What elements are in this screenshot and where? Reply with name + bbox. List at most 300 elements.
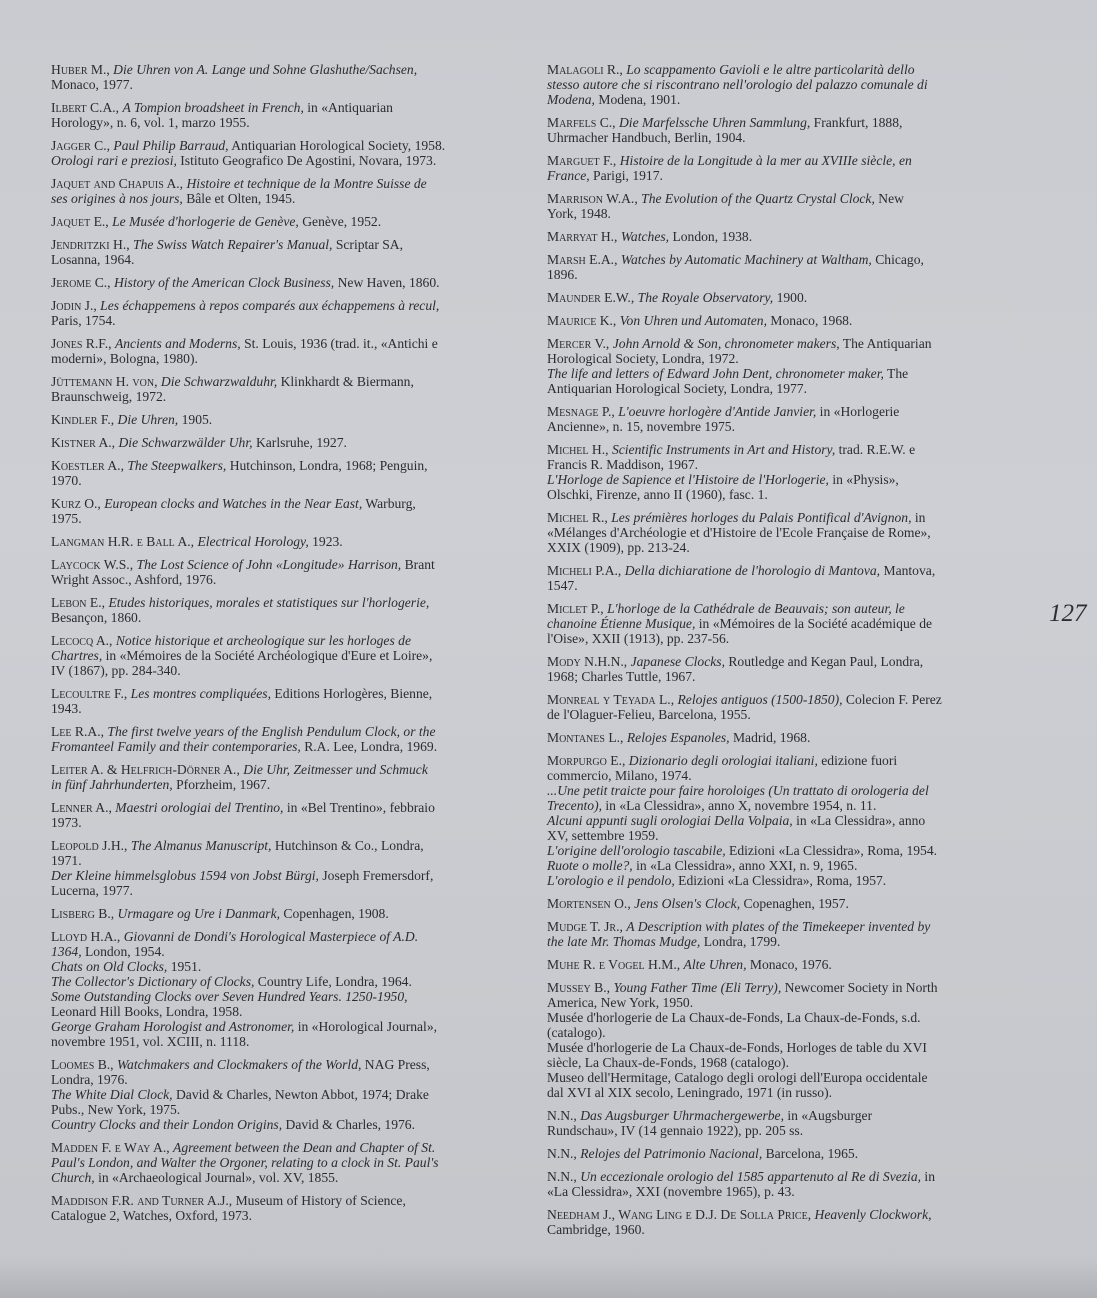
author-name: Needham J., Wang Ling e D.J. De Solla Price, bbox=[547, 1207, 815, 1222]
work-title: L'horloge de la Cathédrale de Beauvais; son auteur, le bbox=[607, 601, 905, 616]
entry-line bbox=[51, 838, 511, 853]
work-title: The life and letters of Edward John Dent, chronometer maker, bbox=[547, 366, 884, 381]
citation-text: Modena, 1901. bbox=[594, 92, 681, 107]
citation-text: 1923. bbox=[308, 534, 343, 549]
work-title: ses origines à nos jours, bbox=[51, 191, 183, 206]
citation-text: NAG Press, bbox=[361, 1057, 430, 1072]
work-title: Young Father Time (Eli Terry), bbox=[613, 980, 782, 995]
scan-shadow bbox=[0, 1258, 1097, 1298]
citation-text: Istituto Geografico De Agostini, Novara, 1973. bbox=[176, 153, 437, 168]
entry-line bbox=[51, 1102, 511, 1117]
work-title: Ruote o molle?, bbox=[547, 858, 633, 873]
bibliography-entry bbox=[547, 601, 1009, 646]
entry-line bbox=[51, 115, 511, 130]
citation-text: in «Archaeological Journal», vol. XV, 1855. bbox=[94, 1170, 339, 1185]
bibliography-entry bbox=[51, 138, 511, 168]
work-title: Histoire de la Longitude à la mer au XVIIIe siècle, en bbox=[619, 153, 912, 168]
work-title: Lo scappamento Gavioli e le altre particolarità dello bbox=[626, 62, 915, 77]
entry-line bbox=[51, 214, 511, 229]
citation-text: Bâle et Olten, 1945. bbox=[182, 191, 296, 206]
citation-text: in «Physis», bbox=[828, 472, 899, 487]
citation-text: David & Charles, 1976. bbox=[282, 1117, 416, 1132]
bibliography-entry bbox=[547, 290, 1009, 305]
citation-text: David & Charles, Newton Abbot, 1974; Drake bbox=[172, 1087, 429, 1102]
citation-text: Monaco, 1977. bbox=[51, 77, 133, 92]
work-title: Relojes antiguos (1500-1850), bbox=[677, 692, 843, 707]
work-title: L'origine dell'orologio tascabile, bbox=[547, 843, 726, 858]
work-title: Paul's London, and Walter the Orgoner, relating to a clock in St. Paul's bbox=[51, 1155, 439, 1170]
work-title: Die Schwarzwälder Uhr, bbox=[118, 435, 253, 450]
work-title: Les montres compliquées, bbox=[130, 686, 271, 701]
bibliography-entry bbox=[51, 496, 511, 526]
citation-text: 1973. bbox=[51, 815, 82, 830]
citation-text: Klinkhardt & Biermann, bbox=[277, 374, 414, 389]
work-title: The Evolution of the Quartz Crystal Clock, bbox=[641, 191, 875, 206]
work-title: European clocks and Watches in the Near East, bbox=[104, 496, 363, 511]
citation-text: Lucerna, 1977. bbox=[51, 883, 133, 898]
author-name: Maddison F.R. and Turner A.J., bbox=[51, 1193, 236, 1208]
work-title: Country Clocks and their London Origins, bbox=[51, 1117, 283, 1132]
work-title: Watchmakers and Clockmakers of the World, bbox=[116, 1057, 362, 1072]
author-name: Malagoli R., bbox=[547, 62, 627, 77]
entry-line bbox=[51, 534, 511, 549]
bibliography-entry bbox=[547, 115, 1009, 145]
citation-text: Monaco, 1968. bbox=[767, 313, 853, 328]
entry-line bbox=[547, 442, 1009, 457]
citation-text: Losanna, 1964. bbox=[51, 252, 135, 267]
entry-line bbox=[51, 435, 511, 450]
entry-line bbox=[547, 1085, 1009, 1100]
citation-text: Scriptar SA, bbox=[332, 237, 404, 252]
entry-line bbox=[51, 496, 511, 511]
entry-line bbox=[547, 631, 1009, 646]
work-title: The Collector's Dictionary of Clocks, bbox=[51, 974, 255, 989]
author-name: Lenner A., bbox=[51, 800, 116, 815]
citation-text: Horological Society, Londra, 1972. bbox=[547, 351, 739, 366]
citation-text: novembre 1951, vol. XCIII, n. 1118. bbox=[51, 1034, 250, 1049]
author-name: Montanes L., bbox=[547, 730, 627, 745]
entry-line bbox=[547, 896, 1009, 911]
bibliography-entry bbox=[51, 838, 511, 898]
citation-text: Antiquarian Horological Society, 1958. bbox=[228, 138, 446, 153]
citation-text: London, 1938. bbox=[669, 229, 753, 244]
citation-text: in «La Clessidra», anno X, novembre 1954, n. 11. bbox=[602, 798, 877, 813]
work-title: Notice historique et archeologique sur les horloges de bbox=[115, 633, 411, 648]
bibliography-entry bbox=[51, 1057, 511, 1132]
work-title: Le Musée d'horlogerie de Genève, bbox=[112, 214, 299, 229]
citation-text: commercio, Milano, 1974. bbox=[547, 768, 692, 783]
bibliography-entry bbox=[547, 1146, 1009, 1161]
entry-line bbox=[51, 191, 511, 206]
work-title: Agreement between the Dean and Chapter of St. bbox=[173, 1140, 436, 1155]
citation-text: Edizioni «La Clessidra», Roma, 1957. bbox=[674, 873, 887, 888]
citation-text: Musée d'horlogerie de La Chaux-de-Fonds, Horloges de table du XVI bbox=[547, 1040, 927, 1055]
author-name: Marrison W.A., bbox=[547, 191, 642, 206]
citation-text: Braunschweig, 1972. bbox=[51, 389, 167, 404]
entry-line bbox=[51, 1019, 511, 1034]
citation-text: 1943. bbox=[51, 701, 82, 716]
entry-line bbox=[547, 730, 1009, 745]
citation-text: Newcomer Society in North bbox=[781, 980, 938, 995]
bibliography-entry bbox=[547, 654, 1009, 684]
work-title: Scientific Instruments in Art and History, bbox=[611, 442, 836, 457]
author-name: Mussey B., bbox=[547, 980, 614, 995]
work-title: Electrical Horology, bbox=[197, 534, 309, 549]
citation-text: Londra, 1976. bbox=[51, 1072, 128, 1087]
author-name: Langman H.R. e Ball A., bbox=[51, 534, 198, 549]
work-title: The Steepwalkers, bbox=[127, 458, 227, 473]
work-title: L'Horloge de Sapience et l'Histoire de l'Horlogerie, bbox=[547, 472, 829, 487]
citation-text: Horology», n. 6, vol. 1, marzo 1955. bbox=[51, 115, 250, 130]
work-title: Die Uhren, bbox=[117, 412, 179, 427]
entry-line bbox=[547, 206, 1009, 221]
author-name: Muhe R. e Vogel H.M., bbox=[547, 957, 684, 972]
work-title: A Tompion broadsheet in French, bbox=[122, 100, 304, 115]
bibliography-entry bbox=[547, 896, 1009, 911]
author-name: Marryat H., bbox=[547, 229, 621, 244]
entry-line bbox=[547, 1207, 1009, 1222]
entry-line bbox=[51, 77, 511, 92]
bibliography-entry bbox=[547, 1207, 1009, 1237]
citation-text: Copenhagen, 1908. bbox=[280, 906, 389, 921]
entry-line bbox=[51, 1140, 511, 1155]
entry-line bbox=[51, 1155, 511, 1170]
entry-line bbox=[547, 1146, 1009, 1161]
author-name: Kurz O., bbox=[51, 496, 105, 511]
work-title: Un eccezionale orologio del 1585 appartenuto al Re di Svezia, bbox=[580, 1169, 922, 1184]
entry-line bbox=[51, 648, 511, 663]
citation-text: Colecion F. Perez bbox=[842, 692, 942, 707]
entry-line bbox=[547, 692, 1009, 707]
work-title: Paul Philip Barraud, bbox=[113, 138, 229, 153]
work-title: Jens Olsen's Clock, bbox=[634, 896, 741, 911]
work-title: Giovanni de Dondi's Horological Masterpiece of A.D. bbox=[123, 929, 419, 944]
entry-line bbox=[51, 883, 511, 898]
citation-text: 1896. bbox=[547, 267, 578, 282]
work-title: Die Uhren von A. Lange und Sohne Glashuthe/Sachsen, bbox=[113, 62, 418, 77]
author-name: Marsh E.A., bbox=[547, 252, 621, 267]
bibliography-entry bbox=[51, 458, 511, 488]
citation-text: Country Life, Londra, 1964. bbox=[254, 974, 412, 989]
bibliography-entry bbox=[51, 176, 511, 206]
page-number: 127 bbox=[1049, 600, 1087, 627]
bibliography-entry bbox=[51, 62, 511, 92]
work-title: The Swiss Watch Repairer's Manual, bbox=[133, 237, 333, 252]
work-title: Relojes del Patrimonio Nacional, bbox=[580, 1146, 763, 1161]
work-title: L'oeuvre horlogère d'Antide Janvier, bbox=[618, 404, 817, 419]
work-title: George Graham Horologist and Astronomer, bbox=[51, 1019, 295, 1034]
entry-line bbox=[547, 336, 1009, 351]
entry-line bbox=[547, 62, 1009, 77]
work-title: John Arnold & Son, chronometer makers, bbox=[612, 336, 840, 351]
entry-line bbox=[547, 1055, 1009, 1070]
entry-line bbox=[51, 313, 511, 328]
bibliography-entry bbox=[547, 404, 1009, 434]
citation-text: Hutchinson, Londra, 1968; Penguin, bbox=[226, 458, 428, 473]
citation-text: Mantova, bbox=[880, 563, 936, 578]
work-title: Dizionario degli orologiai italiani, bbox=[628, 753, 818, 768]
entry-line bbox=[51, 511, 511, 526]
entry-line bbox=[547, 707, 1009, 722]
author-name: Jaquet and Chapuis A., bbox=[51, 176, 187, 191]
entry-line bbox=[51, 458, 511, 473]
entry-line bbox=[547, 472, 1009, 487]
citation-text: in «La Clessidra», anno XXI, n. 9, 1965. bbox=[632, 858, 858, 873]
citation-text: Francis R. Maddison, 1967. bbox=[547, 457, 699, 472]
work-title: Japanese Clocks, bbox=[630, 654, 725, 669]
citation-text: Parigi, 1917. bbox=[589, 168, 663, 183]
citation-text: Museum of History of Science, bbox=[235, 1193, 406, 1208]
bibliography-entry bbox=[51, 906, 511, 921]
work-title: Alcuni appunti sugli orologiai Della Volpaia, bbox=[547, 813, 793, 828]
work-title: The Almanus Manuscript, bbox=[130, 838, 272, 853]
bibliography-column-left bbox=[51, 62, 511, 1231]
work-title: Orologi rari e preziosi, bbox=[51, 153, 177, 168]
author-name: Monreal y Teyada L., bbox=[547, 692, 678, 707]
entry-line bbox=[51, 777, 511, 792]
citation-text: Museo dell'Hermitage, Catalogo degli orologi dell'Europa occidentale bbox=[547, 1070, 928, 1085]
entry-line bbox=[547, 980, 1009, 995]
author-name: Lecoultre F., bbox=[51, 686, 131, 701]
entry-line bbox=[547, 616, 1009, 631]
bibliography-entry bbox=[547, 153, 1009, 183]
bibliography-entry bbox=[547, 62, 1009, 107]
citation-text: Brant bbox=[401, 557, 435, 572]
citation-text: Warburg, bbox=[362, 496, 416, 511]
work-title: chanoine Étienne Musique, bbox=[547, 616, 696, 631]
author-name: Jagger C., bbox=[51, 138, 114, 153]
entry-line bbox=[547, 267, 1009, 282]
author-name: Maurice K., bbox=[547, 313, 620, 328]
author-name: Jüttemann H. von, bbox=[51, 374, 161, 389]
work-title: Watches, bbox=[620, 229, 670, 244]
author-name: Ilbert C.A., bbox=[51, 100, 123, 115]
citation-text: N.N., bbox=[547, 1108, 581, 1123]
citation-text: in «Mémoires de la Société Archéologique d'Eure et Loire», bbox=[102, 648, 433, 663]
work-title: Die Marfelssche Uhren Sammlung, bbox=[618, 115, 811, 130]
entry-line bbox=[547, 313, 1009, 328]
work-title: Relojes Espanoles, bbox=[626, 730, 730, 745]
author-name: Laycock W.S., bbox=[51, 557, 137, 572]
entry-line bbox=[51, 138, 511, 153]
citation-text: in «Horlogerie bbox=[816, 404, 900, 419]
bibliography-entry bbox=[547, 229, 1009, 244]
entry-line bbox=[547, 828, 1009, 843]
citation-text: Barcelona, 1965. bbox=[762, 1146, 859, 1161]
entry-line bbox=[547, 229, 1009, 244]
bibliography-entry bbox=[547, 252, 1009, 282]
entry-line bbox=[547, 404, 1009, 419]
citation-text: Rundschau», IV (14 gennaio 1922), pp. 205 ss. bbox=[547, 1123, 804, 1138]
citation-text: Editions Horlogères, Bienne, bbox=[271, 686, 433, 701]
entry-line bbox=[51, 762, 511, 777]
entry-line bbox=[547, 934, 1009, 949]
citation-text: in «La Clessidra», anno bbox=[792, 813, 926, 828]
citation-text: trad. R.E.W. e bbox=[835, 442, 916, 457]
citation-text: «Mélanges d'Archéologie et d'Histoire de l'Ecole Française de Rome», bbox=[547, 525, 931, 540]
citation-text: Frankfurt, 1888, bbox=[810, 115, 903, 130]
citation-text: Joseph Fremersdorf, bbox=[318, 868, 434, 883]
entry-line bbox=[51, 176, 511, 191]
author-name: Mesnage P., bbox=[547, 404, 619, 419]
work-title: The Royale Observatory, bbox=[637, 290, 774, 305]
citation-text: Wright Assoc., Ashford, 1976. bbox=[51, 572, 217, 587]
work-title: The White Dial Clock, bbox=[51, 1087, 173, 1102]
entry-line bbox=[51, 389, 511, 404]
entry-line bbox=[547, 525, 1009, 540]
entry-line bbox=[51, 595, 511, 610]
author-name: Jodin J., bbox=[51, 298, 101, 313]
entry-line bbox=[51, 906, 511, 921]
entry-line bbox=[51, 724, 511, 739]
author-name: Huber M., bbox=[51, 62, 114, 77]
entry-line bbox=[547, 995, 1009, 1010]
citation-text: in bbox=[921, 1169, 936, 1184]
citation-text: Pforzheim, 1967. bbox=[172, 777, 271, 792]
entry-line bbox=[547, 168, 1009, 183]
bibliography-entry bbox=[547, 957, 1009, 972]
entry-line bbox=[51, 298, 511, 313]
work-title: Les prémières horloges du Palais Pontifical d'Avignon, bbox=[611, 510, 912, 525]
entry-line bbox=[547, 92, 1009, 107]
author-name: Michel R., bbox=[547, 510, 612, 525]
entry-line bbox=[51, 800, 511, 815]
work-title: Some Outstanding Clocks over Seven Hundred Years. 1250-1950, bbox=[51, 989, 408, 1004]
bibliography-entry bbox=[547, 730, 1009, 745]
bibliography-entry bbox=[547, 980, 1009, 1100]
citation-text: The bbox=[883, 366, 909, 381]
entry-line bbox=[51, 374, 511, 389]
bibliography-entry bbox=[547, 692, 1009, 722]
citation-text: Musée d'horlogerie de La Chaux-de-Fonds, La Chaux-de-Fonds, s.d. bbox=[547, 1010, 921, 1025]
citation-text: The Antiquarian bbox=[839, 336, 932, 351]
author-name: Marfels C., bbox=[547, 115, 619, 130]
entry-line bbox=[547, 419, 1009, 434]
citation-text: in «Antiquarian bbox=[303, 100, 393, 115]
entry-line bbox=[51, 929, 511, 944]
work-title: Fromanteel Family and their contemporaries, bbox=[51, 739, 301, 754]
author-name: Kistner A., bbox=[51, 435, 119, 450]
entry-line bbox=[547, 563, 1009, 578]
entry-line bbox=[51, 959, 511, 974]
bibliography-entry bbox=[51, 929, 511, 1049]
citation-text: edizione fuori bbox=[817, 753, 898, 768]
entry-line bbox=[547, 1123, 1009, 1138]
entry-line bbox=[51, 1072, 511, 1087]
citation-text: Pubs., New York, 1975. bbox=[51, 1102, 181, 1117]
work-title: 1364, bbox=[51, 944, 82, 959]
bibliography-entry bbox=[547, 1169, 1009, 1199]
citation-text: Uhrmacher Handbuch, Berlin, 1904. bbox=[547, 130, 746, 145]
bibliography-entry bbox=[547, 753, 1009, 888]
entry-line bbox=[547, 366, 1009, 381]
entry-line bbox=[51, 100, 511, 115]
entry-line bbox=[547, 1010, 1009, 1025]
work-title: Ancients and Moderns, bbox=[114, 336, 241, 351]
entry-line bbox=[547, 1222, 1009, 1237]
entry-line bbox=[51, 815, 511, 830]
citation-text: 1971. bbox=[51, 853, 82, 868]
bibliography-entry bbox=[51, 557, 511, 587]
bibliography-entry bbox=[547, 1108, 1009, 1138]
bibliography-entry bbox=[51, 214, 511, 229]
citation-text: Cambridge, 1960. bbox=[547, 1222, 645, 1237]
work-title: ...Une petit traicte pour faire horoloiges (Un trattato di orologeria del bbox=[547, 783, 929, 798]
citation-text: 1547. bbox=[547, 578, 578, 593]
entry-line bbox=[547, 813, 1009, 828]
citation-text: siècle, La Chaux-de-Fonds, 1968 (catalogo). bbox=[547, 1055, 789, 1070]
citation-text: N.N., bbox=[547, 1146, 581, 1161]
entry-line bbox=[547, 487, 1009, 502]
work-title: Etudes historiques, morales et statistiques sur l'horlogerie, bbox=[108, 595, 430, 610]
author-name: Maunder E.W., bbox=[547, 290, 638, 305]
citation-text: Routledge and Kegan Paul, Londra, bbox=[724, 654, 924, 669]
bibliography-entry bbox=[547, 919, 1009, 949]
entry-line bbox=[51, 989, 511, 1004]
citation-text: 1975. bbox=[51, 511, 82, 526]
bibliography-entry bbox=[51, 724, 511, 754]
citation-text: 1905. bbox=[178, 412, 213, 427]
work-title: Chats on Old Clocks, bbox=[51, 959, 168, 974]
citation-text: Catalogue 2, Watches, Oxford, 1973. bbox=[51, 1208, 253, 1223]
bibliography-entry bbox=[51, 298, 511, 328]
citation-text: in «Bel Trentino», febbraio bbox=[283, 800, 435, 815]
entry-line bbox=[51, 853, 511, 868]
author-name: Mercer V., bbox=[547, 336, 613, 351]
entry-line bbox=[51, 610, 511, 625]
entry-line bbox=[547, 252, 1009, 267]
work-title: Della dichiaratione de l'horologio di Mantova, bbox=[624, 563, 881, 578]
citation-text: Madrid, 1968. bbox=[729, 730, 811, 745]
entry-line bbox=[547, 1169, 1009, 1184]
author-name: Miclet P., bbox=[547, 601, 608, 616]
entry-line bbox=[547, 601, 1009, 616]
entry-line bbox=[51, 473, 511, 488]
work-title: Urmagare og Ure i Danmark, bbox=[117, 906, 281, 921]
entry-line bbox=[547, 798, 1009, 813]
author-name: Lisberg B., bbox=[51, 906, 118, 921]
entry-line bbox=[51, 1170, 511, 1185]
bibliography-column-right bbox=[547, 62, 1009, 1245]
entry-line bbox=[51, 275, 511, 290]
bibliography-entry bbox=[51, 762, 511, 792]
work-title: Church, bbox=[51, 1170, 95, 1185]
citation-text: Copenaghen, 1957. bbox=[740, 896, 849, 911]
citation-text: «La Clessidra», XXI (novembre 1965), p. 43. bbox=[547, 1184, 795, 1199]
citation-text: London, 1954. bbox=[81, 944, 165, 959]
entry-line bbox=[51, 1193, 511, 1208]
citation-text: Karlsruhe, 1927. bbox=[252, 435, 347, 450]
author-name: Jones R.F., bbox=[51, 336, 115, 351]
entry-line bbox=[51, 412, 511, 427]
entry-line bbox=[547, 873, 1009, 888]
bibliography-entry bbox=[51, 800, 511, 830]
entry-line bbox=[51, 557, 511, 572]
citation-text: moderni», Bologna, 1980). bbox=[51, 351, 198, 366]
author-name: Leiter A. & Helfrich-Dörner A., bbox=[51, 762, 244, 777]
bibliography-entry bbox=[51, 633, 511, 678]
entry-line bbox=[547, 130, 1009, 145]
citation-text: Chicago, bbox=[871, 252, 924, 267]
entry-line bbox=[51, 153, 511, 168]
citation-text: Leonard Hill Books, Londra, 1958. bbox=[51, 1004, 243, 1019]
author-name: Lee R.A., bbox=[51, 724, 108, 739]
citation-text: St. Louis, 1936 (trad. it., «Antichi e bbox=[240, 336, 438, 351]
entry-line bbox=[51, 572, 511, 587]
entry-line bbox=[51, 701, 511, 716]
bibliography-entry bbox=[51, 237, 511, 267]
work-title: Modena, bbox=[547, 92, 595, 107]
